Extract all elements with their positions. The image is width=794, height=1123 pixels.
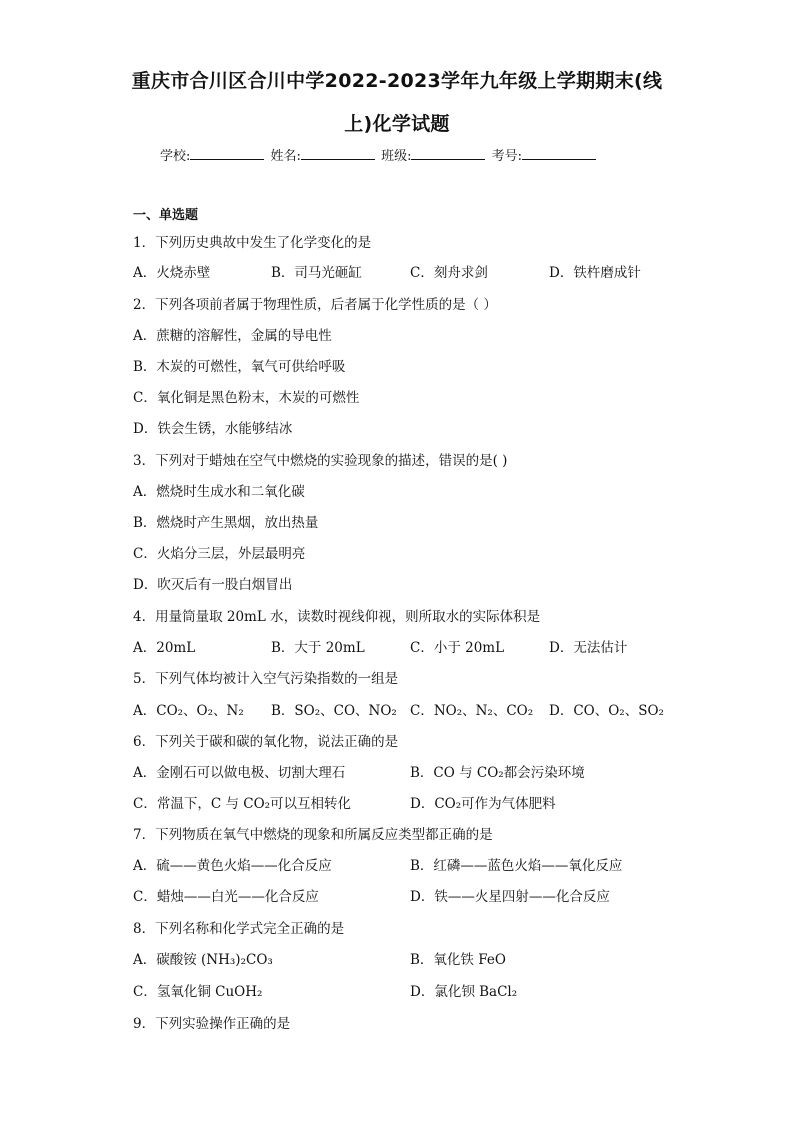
- option-a: A．火烧赤壁: [133, 265, 211, 281]
- school-label: 学校:: [160, 149, 191, 164]
- option-c: C．刻舟求剑: [410, 265, 488, 281]
- option-c: C．NO₂、N₂、CO₂: [410, 703, 534, 719]
- option-d: D．铁——火星四射——化合反应: [410, 889, 610, 905]
- exam-title-line2: 上)化学试题: [344, 113, 450, 135]
- option-d: D．铁杵磨成针: [549, 265, 641, 281]
- option-b: B．司马光砸缸: [271, 265, 362, 281]
- section-heading: 一、单选题: [133, 208, 199, 223]
- question-7-stem: 7．下列物质在氧气中燃烧的现象和所属反应类型都正确的是: [133, 827, 493, 843]
- question-6-options-ab: [133, 764, 733, 782]
- option-c: C．常温下，C 与 CO₂可以互相转化: [133, 796, 352, 812]
- option-a: A．碳酸铵 (NH₃)₂CO₃: [133, 952, 273, 968]
- class-blank[interactable]: [411, 147, 485, 160]
- option-c: C．小于 20mL: [410, 640, 505, 656]
- question-2-stem: 2．下列各项前者属于物理性质，后者属于化学性质的是（ ）: [133, 297, 497, 313]
- question-2-option-c: C．氧化铜是黑色粉末，木炭的可燃性: [133, 390, 360, 406]
- option-d: D．氯化钡 BaCl₂: [410, 984, 518, 1000]
- question-2-option-b: B．木炭的可燃性，氧气可供给呼吸: [133, 359, 346, 375]
- option-c: C．蜡烛——白光——化合反应: [133, 889, 319, 905]
- question-3-option-a: A．燃烧时生成水和二氧化碳: [133, 484, 305, 500]
- exam-no-label: 考号:: [491, 149, 522, 164]
- question-5-stem: 5．下列气体均被计入空气污染指数的一组是: [133, 671, 399, 687]
- question-9-stem: 9．下列实验操作正确的是: [133, 1016, 291, 1032]
- question-8-options-cd: [133, 983, 733, 1001]
- question-8-options-ab: [133, 951, 733, 969]
- question-3-option-d: D．吹灭后有一股白烟冒出: [133, 577, 293, 593]
- question-3-option-b: B．燃烧时产生黑烟，放出热量: [133, 515, 319, 531]
- option-c: C．氢氧化铜 CuOH₂: [133, 984, 263, 1000]
- question-2-option-d: D．铁会生锈，水能够结冰: [133, 421, 293, 437]
- option-d: D．无法估计: [549, 640, 628, 656]
- question-1-options: [133, 264, 733, 282]
- option-b: B．CO 与 CO₂都会污染环境: [410, 765, 585, 781]
- option-a: A．CO₂、O₂、N₂: [133, 703, 244, 719]
- question-8-stem: 8．下列名称和化学式完全正确的是: [133, 921, 345, 937]
- option-d: D．CO、O₂、SO₂: [549, 703, 664, 719]
- question-5-options: [133, 702, 733, 720]
- exam-no-blank[interactable]: [522, 147, 596, 160]
- option-b: B．氧化铁 FeO: [410, 952, 506, 968]
- question-6-stem: 6．下列关于碳和碳的氧化物，说法正确的是: [133, 734, 399, 750]
- option-d: D．CO₂可作为气体肥料: [410, 796, 556, 812]
- name-blank[interactable]: [301, 147, 375, 160]
- question-2-option-a: A．蔗糖的溶解性，金属的导电性: [133, 328, 332, 344]
- school-blank[interactable]: [190, 147, 264, 160]
- question-7-options-ab: [133, 857, 733, 875]
- question-7-options-cd: [133, 888, 733, 906]
- option-a: A．金刚石可以做电极、切割大理石: [133, 765, 346, 781]
- question-4-options: [133, 639, 733, 657]
- option-b: B．红磷——蓝色火焰——氧化反应: [410, 858, 623, 874]
- name-label: 姓名:: [270, 149, 301, 164]
- option-b: B．SO₂、CO、NO₂: [271, 703, 397, 719]
- exam-title-line1: 重庆市合川区合川中学2022-2023学年九年级上学期期末(线: [131, 70, 663, 92]
- question-1-stem: 1．下列历史典故中发生了化学变化的是: [133, 235, 372, 251]
- class-label: 班级:: [381, 149, 412, 164]
- option-a: A．硫——黄色火焰——化合反应: [133, 858, 332, 874]
- question-3-stem: 3．下列对于蜡烛在空气中燃烧的实验现象的描述，错误的是( ): [133, 453, 508, 469]
- question-3-option-c: C．火焰分三层，外层最明亮: [133, 546, 306, 562]
- option-b: B．大于 20mL: [271, 640, 365, 656]
- question-4-stem: 4．用量筒量取 20mL 水，读数时视线仰视，则所取水的实际体积是: [133, 609, 541, 625]
- option-a: A．20mL: [133, 640, 196, 656]
- question-6-options-cd: [133, 795, 733, 813]
- student-info-row: [160, 145, 598, 164]
